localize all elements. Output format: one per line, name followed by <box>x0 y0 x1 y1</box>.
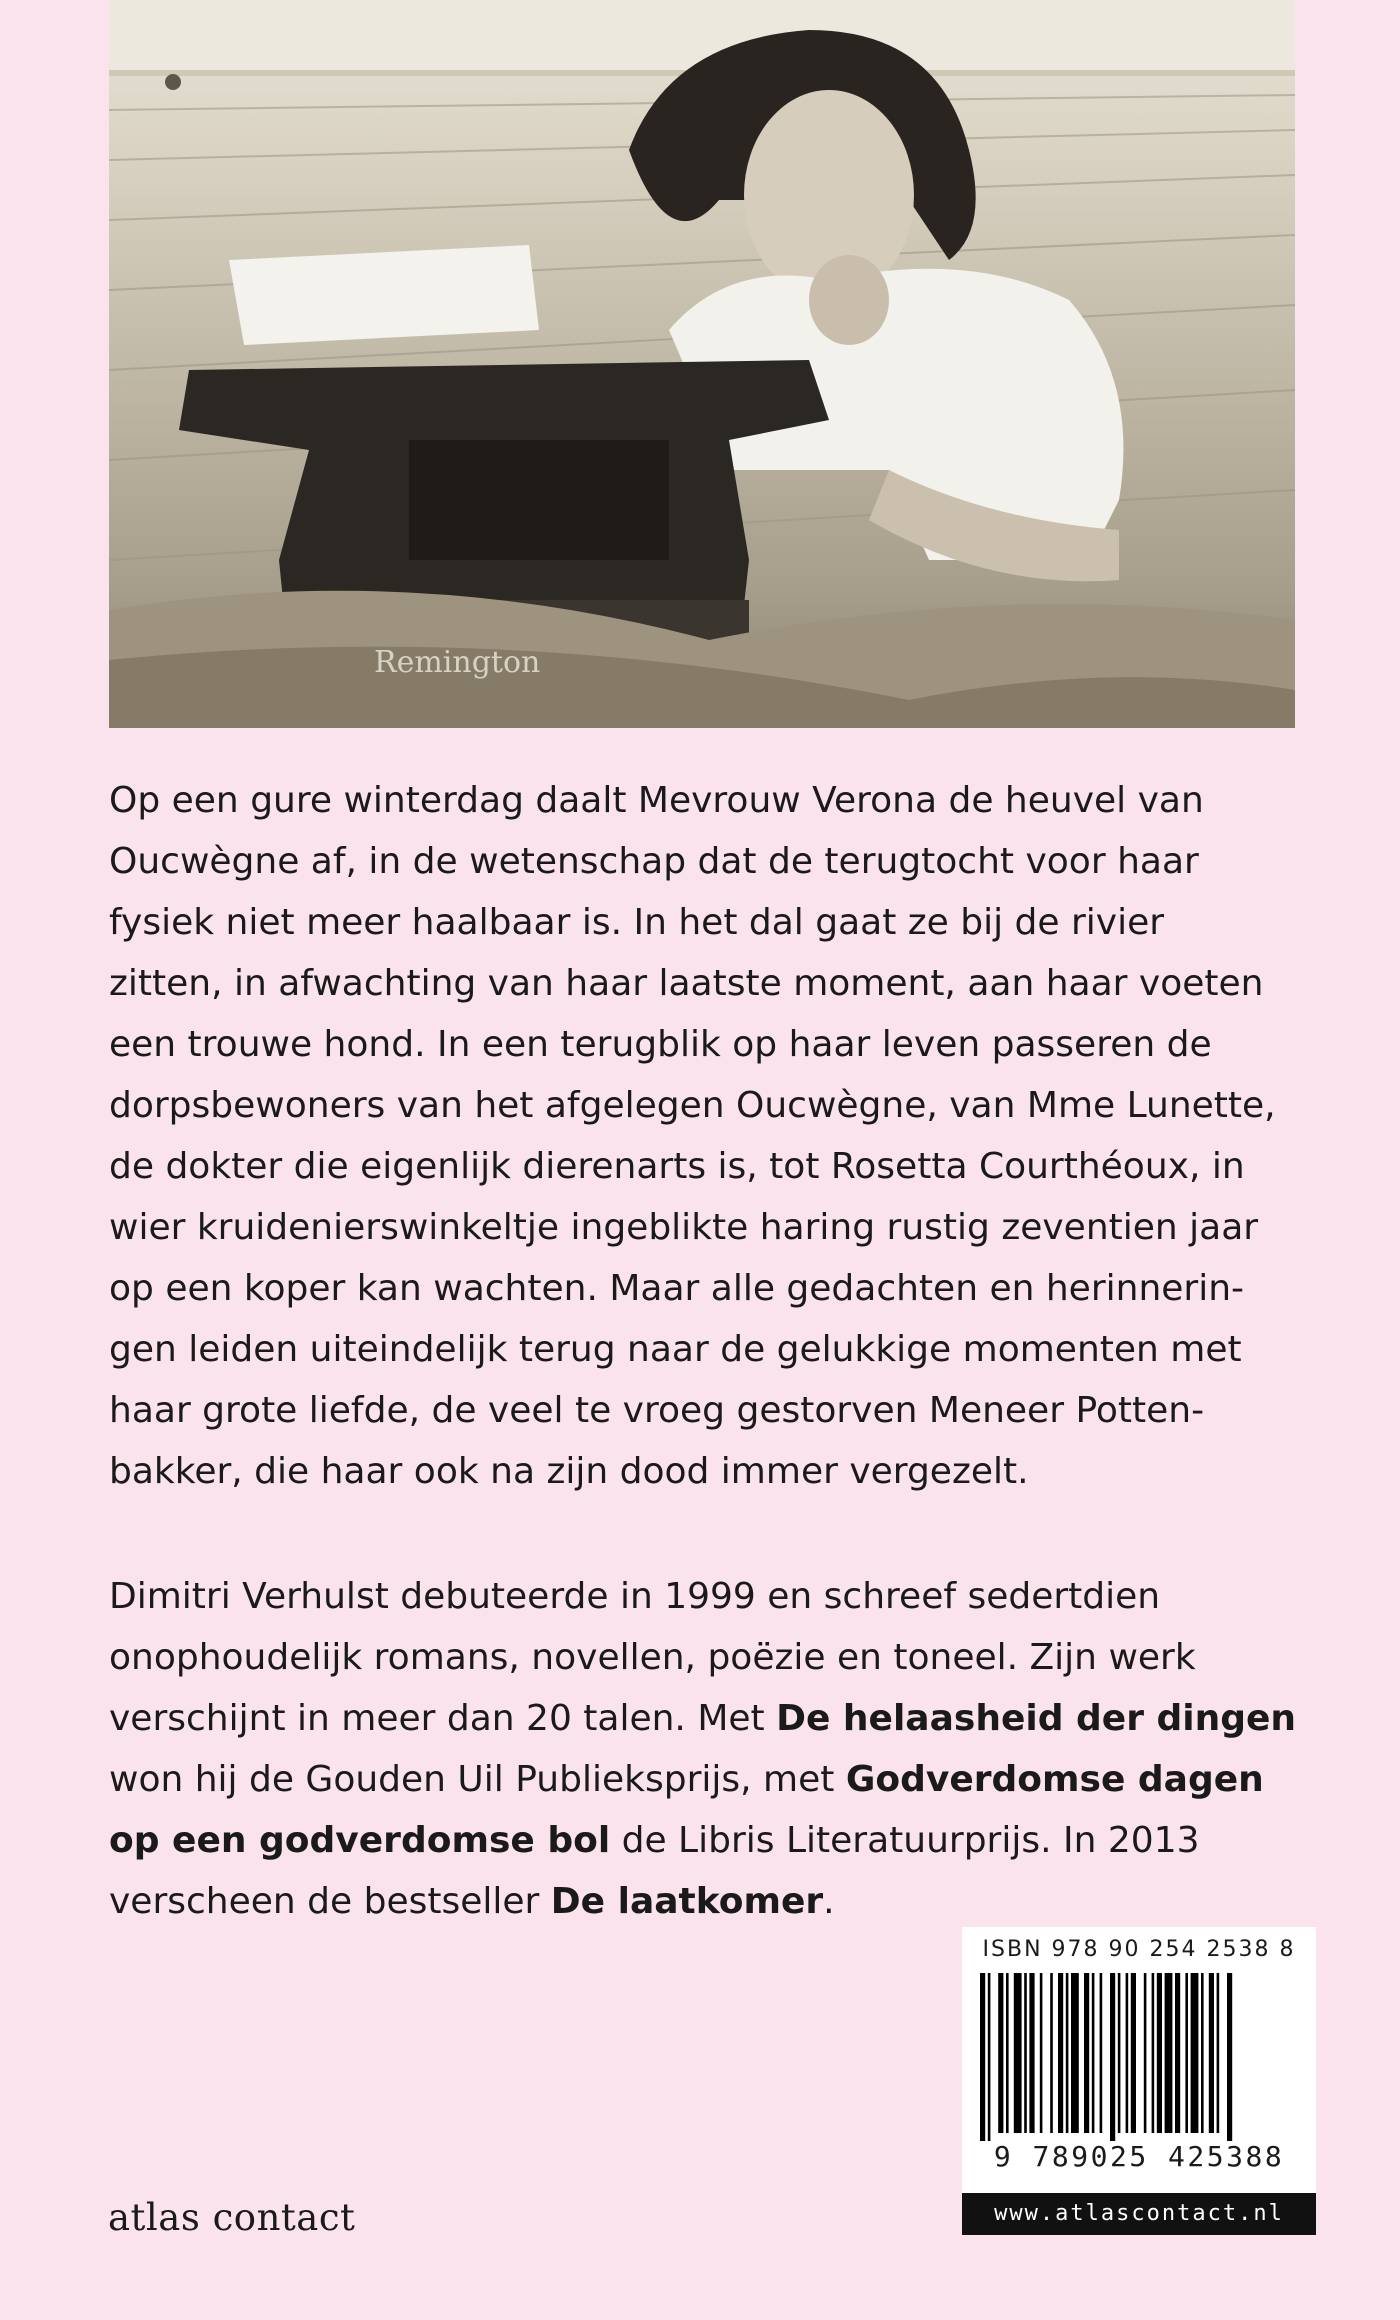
barcode-bar <box>1040 1973 1043 2133</box>
blurb-line: de dokter die eigenlijk dierenarts is, tot Rosetta Courthéoux, in <box>109 1146 1245 1187</box>
barcode-bar <box>1006 1973 1009 2133</box>
blurb-paragraph <box>109 770 1319 1502</box>
barcode-bar <box>1152 1973 1155 2133</box>
book-title: De helaasheid der dingen <box>776 1698 1297 1739</box>
book-title: op een godverdomse bol <box>109 1820 611 1861</box>
typewriter-brand: Remington <box>374 645 541 680</box>
blurb-line: Op een gure winterdag daalt Mevrouw Verona de heuvel van <box>109 780 1204 821</box>
barcode-bar <box>980 1973 985 2141</box>
barcode-bar <box>1191 1973 1199 2133</box>
barcode-bar <box>1165 1973 1173 2133</box>
bio-text: Dimitri Verhulst debuteerde in 1999 en schreef sedertdien <box>109 1576 1161 1617</box>
blurb-line: gen leiden uiteindelijk terug naar de gelukkige momenten met <box>109 1329 1242 1370</box>
barcode-bar <box>1066 1973 1069 2133</box>
blurb-line: een trouwe hond. In een terugblik op haar leven passeren de <box>109 1024 1212 1065</box>
barcode-bar <box>998 1973 1003 2133</box>
barcode-bar <box>1092 1973 1095 2133</box>
barcode-bar <box>1227 1973 1232 2141</box>
blurb-line: bakker, die haar ook na zijn dood immer vergezelt. <box>109 1451 1029 1492</box>
barcode-bar <box>1217 1973 1220 2133</box>
barcode-bar <box>1084 1973 1089 2133</box>
barcode-bar <box>1126 1973 1129 2133</box>
barcode-bar <box>1014 1973 1022 2133</box>
barcode-bar <box>1058 1973 1063 2133</box>
barcode-bar <box>1185 1973 1188 2133</box>
barcode-bar <box>1100 1973 1103 2133</box>
barcode-bar <box>1131 1973 1136 2133</box>
bio-text: onophoudelijk romans, novellen, poëzie en toneel. Zijn werk <box>109 1637 1196 1678</box>
barcode-bar <box>1071 1973 1079 2133</box>
publisher-url[interactable]: www.atlascontact.nl <box>962 2193 1316 2235</box>
barcode-bars <box>980 1973 1298 2141</box>
barcode-bar <box>1157 1973 1162 2133</box>
blurb-line: op een koper kan wachten. Maar alle gedachten en herinnerin- <box>109 1268 1245 1309</box>
blurb-line: wier kruidenierswinkeltje ingeblikte haring rustig zeventien jaar <box>109 1207 1259 1248</box>
blurb-line: Oucwègne af, in de wetenschap dat de terugtocht voor haar <box>109 841 1199 882</box>
barcode-digits: 9 789025 425388 <box>993 2140 1285 2173</box>
author-photo <box>109 0 1295 728</box>
book-title: Godverdomse dagen <box>845 1759 1264 1800</box>
barcode-bar <box>1175 1973 1180 2133</box>
barcode-bar <box>1024 1973 1027 2133</box>
barcode-bar <box>1144 1973 1147 2133</box>
bio-text: verscheen de bestseller <box>109 1881 551 1922</box>
bio-text: de Libris Literatuurprijs. In 2013 <box>610 1820 1200 1861</box>
bio-text: verschijnt in meer dan 20 talen. Met <box>109 1698 777 1739</box>
blurb-line: dorpsbewoners van het afgelegen Oucwègne, van Mme Lunette, <box>109 1085 1276 1126</box>
bio-text: . <box>823 1881 835 1922</box>
author-bio <box>109 1566 1319 1932</box>
barcode-bar <box>1029 1973 1034 2133</box>
blurb-line: haar grote liefde, de veel te vroeg gestorven Meneer Potten- <box>109 1390 1205 1431</box>
barcode-bar <box>988 1973 991 2141</box>
blurb-line: zitten, in afwachting van haar laatste moment, aan haar voeten <box>109 963 1264 1004</box>
barcode-bar <box>1118 1973 1121 2133</box>
photo-illustration <box>109 0 1295 728</box>
bio-text: won hij de Gouden Uil Publieksprijs, met <box>109 1759 846 1800</box>
barcode-bar <box>1209 1973 1214 2133</box>
blurb-line: fysiek niet meer haalbaar is. In het dal gaat ze bij de rivier <box>109 902 1165 943</box>
barcode-bar <box>1201 1973 1204 2133</box>
barcode-bar <box>1050 1973 1053 2133</box>
isbn-label: ISBN 978 90 254 2538 8 <box>982 1937 1296 1962</box>
barcode-bar <box>1110 1973 1115 2141</box>
book-title: De laatkomer <box>550 1881 824 1922</box>
isbn-barcode <box>962 1927 1316 2193</box>
publisher-logo: atlas contact <box>108 2196 356 2239</box>
